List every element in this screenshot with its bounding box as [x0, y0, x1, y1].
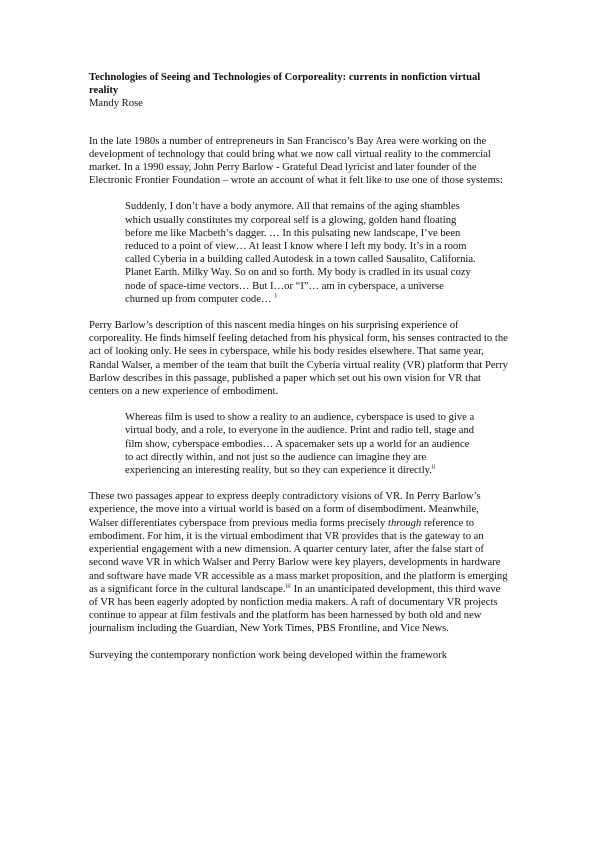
block-quote-walser-text: Whereas film is used to show a reality to an audience, cyberspace is used to give a virtual body, and a role, to everyone in the audience. Print and radio tell, stage and film show, cyberspace embodies… A spacemaker sets up a world for an audience to act directly within, and not just so the audience can imagine they are experiencing an interesting reality, but so they can experience it directly.: [125, 412, 475, 477]
emphasized-word: through: [388, 517, 422, 529]
paragraph-text: reference to embodiment. For him, it is the virtual embodiment that VR provides that is the gateway to an experiential engagement with a new dimension. A quarter century later, after the false start of second wave VR in which Walser and Perry Barlow were key players, developments in hardware and software have made VR accessible as a mass market proposition, and the platform is emerging as a significant force in the cultural landscape.: [89, 517, 508, 595]
block-quote-barlow-text: Suddenly, I don’t have a body anymore. All that remains of the aging shambles which usually constitutes my corporeal self is a glowing, golden hand floating before me like Macbeth’s dagger. … In this pulsating new landscape, I’ve been reduced to a point of view… At least I know where I left my body. It’s in a room called Cyberia in a building called Autodesk in a town called Sausalito, California. Planet Earth. Milky Way. So on and so forth. My body is cradled in its usual cozy node of space-time vectors… But I…or “I”… am in cyberspace, a universe churned up from computer code…: [125, 201, 476, 305]
spacer: [89, 636, 509, 649]
paragraph-corporeality: Perry Barlow’s description of this nascent media hinges on his surprising experience of corporeality. He finds himself feeling detached from his physical form, his senses contracted to the act of looking only. He sees in cyberspace, while his body resides elsewhere. That same year, Randal Walser, a member of the team that built the Cyberia virtual reality (VR) platform that Perry Barlow describes in this passage, published a paper which set out his own vision for VR that centers on a new experience of embodiment.: [89, 320, 508, 398]
author-name: Mandy Rose: [89, 98, 143, 110]
paragraph-text: In an unanticipated development, this third wave of VR has been eagerly adopted by nonfiction media makers. A raft of documentary VR projects continue to appear at film festivals and the platform has been harnessed by both old and new journalism including the Guardian, New York Times, PBS Frontline, and Vice News.: [89, 583, 501, 635]
paragraph-intro: In the late 1980s a number of entrepreneurs in San Francisco’s Bay Area were working on the development of technology that could bring what we now call virtual reality to the commercial market. In a 1990 essay, John Perry Barlow - Grateful Dead lyricist and later founder of the Electronic Frontier Foundation – wrote an account of what it felt like to use one of those systems:: [89, 135, 503, 187]
paragraph-surveying: Surveying the contemporary nonfiction work being developed within the framework: [89, 649, 448, 661]
paper-title: Technologies of Seeing and Technologies of Corporeality: currents in nonfiction virtual reality: [89, 72, 481, 97]
spacer: [89, 187, 509, 200]
paragraph-contradictory-visions: [89, 490, 509, 635]
footnote-marker[interactable]: ii: [431, 463, 436, 471]
page-content: [89, 71, 509, 662]
block-quote-barlow: [125, 200, 480, 306]
block-quote-walser: [125, 411, 480, 477]
spacer: [89, 111, 509, 135]
spacer: [89, 306, 509, 319]
paragraph-text: These two passages appear to express deeply contradictory visions of VR. In Perry Barlow’s experience, the move into a virtual world is based on a form of disembodiment. Meanwhile, Walser differentiates cyberspace from previous media forms precisely: [89, 491, 481, 529]
spacer: [89, 398, 509, 411]
spacer: [89, 477, 509, 490]
footnote-marker[interactable]: iii: [285, 582, 291, 590]
footnote-marker[interactable]: 1: [274, 292, 278, 300]
